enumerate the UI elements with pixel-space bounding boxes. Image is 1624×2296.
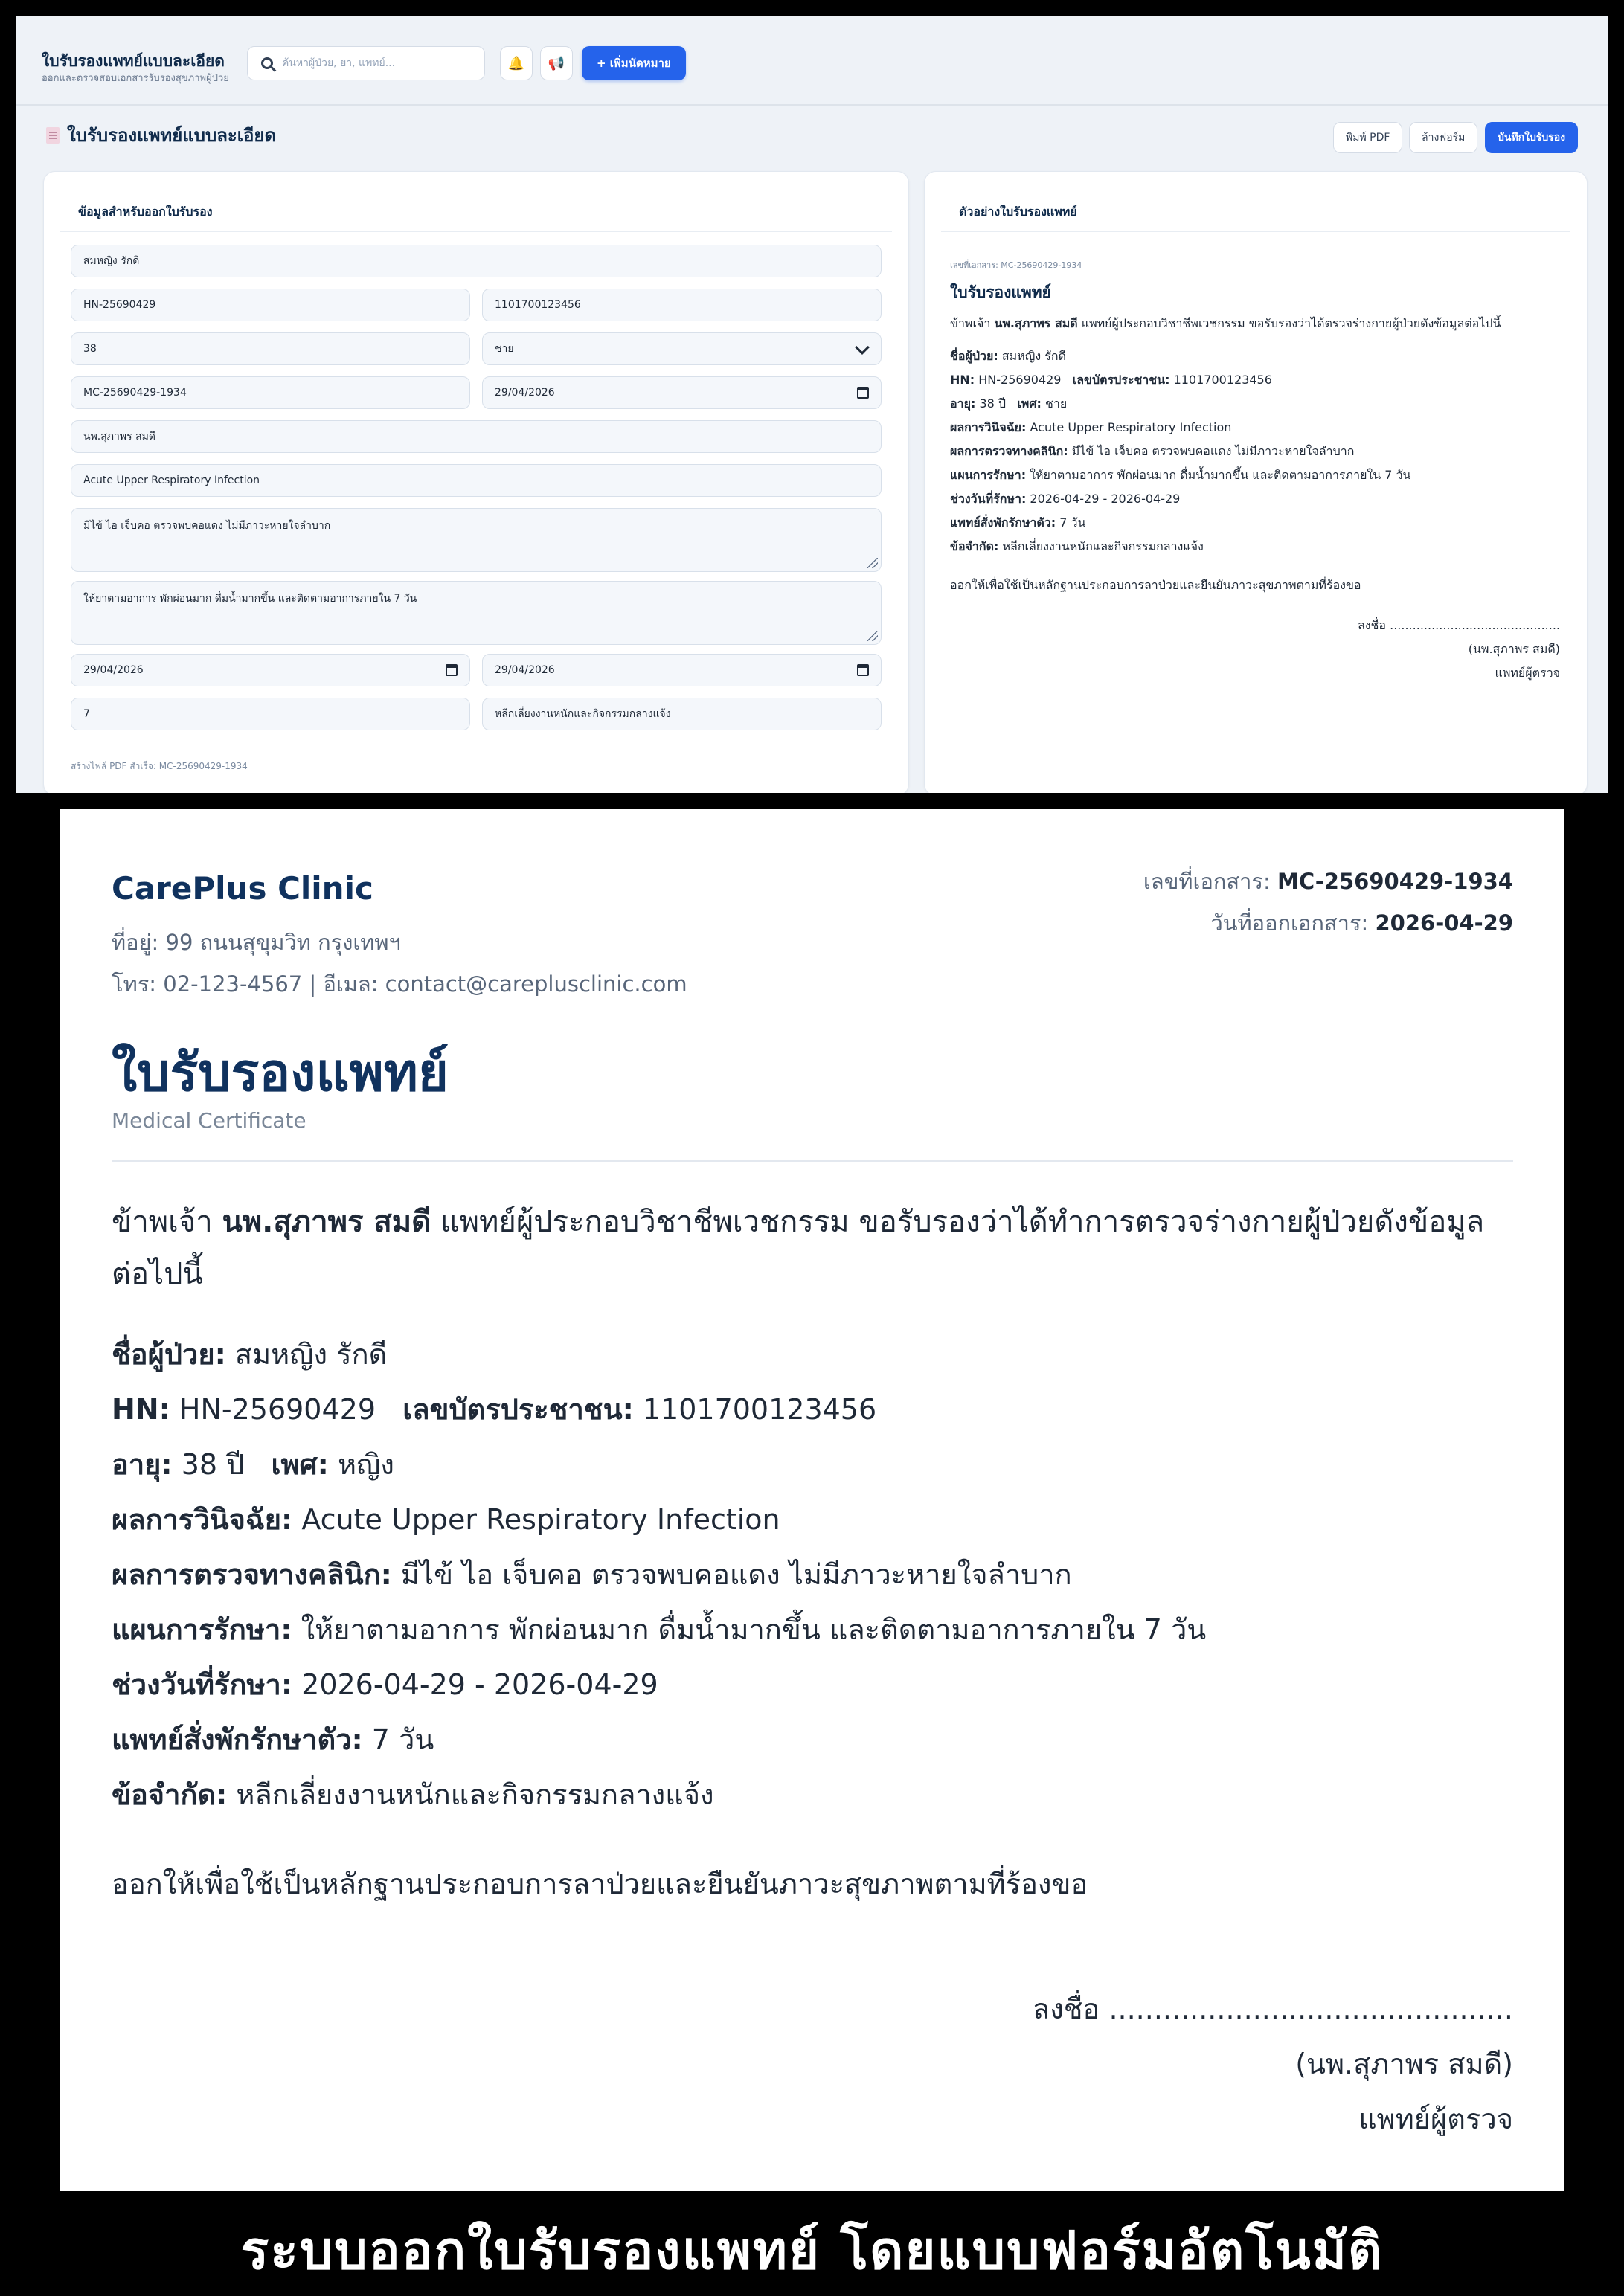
preview-rest: แพทย์สั่งพักรักษาตัว: 7 วัน bbox=[950, 515, 1086, 530]
document-number-field[interactable]: MC-25690429-1934 bbox=[71, 376, 470, 409]
cert-closing: ออกให้เพื่อใช้เป็นหลักฐานประกอบการลาป่วยและยืนยันภาวะสุขภาพตามที่ร้องขอ bbox=[112, 1868, 1088, 1900]
clinical-findings-value: มีไข้ ไอ เจ็บคอ ตรวจพบคอแดง ไม่มีภาวะหายใจลำบาก bbox=[83, 520, 331, 532]
treatment-plan-textarea[interactable] bbox=[71, 581, 882, 645]
clinic-name: CarePlus Clinic bbox=[112, 870, 373, 907]
document-icon bbox=[46, 127, 60, 144]
search-icon bbox=[261, 57, 273, 69]
cert-diagnosis: ผลการวินิจฉัย: Acute Upper Respiratory Infection bbox=[112, 1503, 780, 1536]
doctor-field[interactable]: นพ.สุภาพร สมดี bbox=[71, 420, 882, 453]
clear-form-button[interactable]: ล้างฟอร์ม bbox=[1409, 122, 1477, 153]
app-window bbox=[16, 16, 1608, 793]
preview-card bbox=[924, 171, 1588, 793]
preview-restriction: ข้อจำกัด: หลีกเลี่ยงงานหนักและกิจกรรมกลางแจ้ง bbox=[950, 539, 1204, 553]
hn-field[interactable]: HN-25690429 bbox=[71, 289, 470, 321]
resize-handle[interactable] bbox=[867, 631, 878, 641]
treatment-end-value: 29/04/2026 bbox=[495, 664, 555, 676]
chevron-down-icon bbox=[855, 340, 870, 355]
document-number: เลขที่เอกสาร: MC-25690429-1934 bbox=[1143, 869, 1513, 894]
certificate-intro: ข้าพเจ้า นพ.สุภาพร สมดี แพทย์ผู้ประกอบวิชาชีพเวชกรรม ขอรับรองว่าได้ทำการตรวจร่างกายผู้ป่วยดังข้อมูลต่อไปนี้ bbox=[112, 1205, 1485, 1291]
clinic-address: ที่อยู่: 99 ถนนสุขุมวิท กรุงเทพฯ bbox=[112, 930, 401, 955]
preview-heading: ตัวอย่างใบรับรองแพทย์ bbox=[959, 205, 1077, 219]
announce-button[interactable] bbox=[540, 46, 573, 80]
preview-range: ช่วงวันที่รักษา: 2026-04-29 - 2026-04-29 bbox=[950, 492, 1181, 506]
search-input[interactable] bbox=[282, 57, 460, 69]
preview-sign-name: (นพ.สุภาพร สมดี) bbox=[1468, 642, 1560, 656]
form-card bbox=[43, 171, 909, 793]
preview-doc-number: เลขที่เอกสาร: MC-25690429-1934 bbox=[950, 260, 1082, 270]
add-appointment-button[interactable]: + เพิ่มนัดหมาย bbox=[582, 46, 686, 80]
announce-icon: 📢 bbox=[548, 55, 565, 71]
preview-age: อายุ: 38 ปี เพศ: ชาย bbox=[950, 396, 1068, 411]
certificate-title: ใบรับรองแพทย์ bbox=[112, 1042, 449, 1103]
age-field[interactable]: 38 bbox=[71, 332, 470, 365]
app-title: ใบรับรองแพทย์แบบละเอียด bbox=[42, 52, 225, 70]
calendar-icon[interactable] bbox=[857, 664, 869, 676]
divider bbox=[60, 231, 892, 232]
preview-title: ใบรับรองแพทย์ bbox=[950, 283, 1051, 301]
treatment-start-field[interactable] bbox=[71, 654, 470, 686]
cert-rest: แพทย์สั่งพักรักษาตัว: 7 วัน bbox=[112, 1723, 434, 1756]
treatment-end-field[interactable] bbox=[482, 654, 882, 686]
print-pdf-button[interactable]: พิมพ์ PDF bbox=[1333, 122, 1402, 153]
preview-plan: แผนการรักษา: ให้ยาตามอาการ พักผ่อนมาก ดื่มน้ำมากขึ้น และติดตามอาการภายใน 7 วัน bbox=[950, 468, 1411, 482]
bell-icon: 🔔 bbox=[507, 55, 525, 71]
app-subtitle: ออกและตรวจสอบเอกสารรับรองสุขภาพผู้ป่วย bbox=[42, 73, 229, 84]
restriction-field[interactable]: หลีกเลี่ยงงานหนักและกิจกรรมกลางแจ้ง bbox=[482, 698, 882, 730]
preview-sign-line: ลงชื่อ ............................................. bbox=[1357, 618, 1560, 632]
preview-diagnosis: ผลการวินิจฉัย: Acute Upper Respiratory Infection bbox=[950, 420, 1232, 434]
diagnosis-field[interactable]: Acute Upper Respiratory Infection bbox=[71, 464, 882, 497]
cert-hn: HN: HN-25690429 เลขบัตรประชาชน: 1101700123456 bbox=[112, 1393, 877, 1426]
patient-name-field[interactable]: สมหญิง รักดี bbox=[71, 245, 882, 277]
top-bar bbox=[16, 16, 1608, 106]
cert-restriction: ข้อจำกัด: หลีกเลี่ยงงานหนักและกิจกรรมกลางแจ้ง bbox=[112, 1778, 714, 1811]
preview-sign-role: แพทย์ผู้ตรวจ bbox=[1495, 666, 1560, 680]
notification-button[interactable] bbox=[500, 46, 533, 80]
treatment-start-value: 29/04/2026 bbox=[83, 664, 144, 676]
clinic-contact: โทร: 02-123-4567 | อีเมล: contact@careplusclinic.com bbox=[112, 971, 687, 997]
cert-range: ช่วงวันที่รักษา: 2026-04-29 - 2026-04-29 bbox=[112, 1668, 658, 1701]
cert-sign-role: แพทย์ผู้ตรวจ bbox=[1358, 2103, 1513, 2135]
clinical-findings-textarea[interactable] bbox=[71, 508, 882, 572]
preview-intro: ข้าพเจ้า นพ.สุภาพร สมดี แพทย์ผู้ประกอบวิชาชีพเวชกรรม ขอรับรองว่าได้ตรวจร่างกายผู้ป่วยดังข้อมูลต่อไปนี้ bbox=[950, 316, 1501, 330]
calendar-icon[interactable] bbox=[446, 664, 458, 676]
cert-clinical: ผลการตรวจทางคลินิก: มีไข้ ไอ เจ็บคอ ตรวจพบคอแดง ไม่มีภาวะหายใจลำบาก bbox=[112, 1558, 1072, 1591]
cert-age: อายุ: 38 ปี เพศ: หญิง bbox=[112, 1448, 394, 1481]
rest-days-field[interactable]: 7 bbox=[71, 698, 470, 730]
cert-patient: ชื่อผู้ป่วย: สมหญิง รักดี bbox=[112, 1338, 388, 1371]
gender-select[interactable] bbox=[482, 332, 882, 365]
gender-value: ชาย bbox=[495, 343, 514, 355]
preview-hn: HN: HN-25690429 เลขบัตรประชาชน: 1101700123456 bbox=[950, 373, 1272, 387]
preview-closing: ออกให้เพื่อใช้เป็นหลักฐานประกอบการลาป่วยและยืนยันภาวะสุขภาพตามที่ร้องขอ bbox=[950, 578, 1361, 592]
save-certificate-button[interactable]: บันทึกใบรับรอง bbox=[1485, 122, 1578, 153]
calendar-icon[interactable] bbox=[857, 387, 869, 399]
page-heading bbox=[46, 120, 276, 149]
cert-sign-name: (นพ.สุภาพร สมดี) bbox=[1295, 2048, 1513, 2080]
divider bbox=[112, 1160, 1513, 1162]
page-heading-text: ใบรับรองแพทย์แบบละเอียด bbox=[67, 125, 277, 146]
certificate-document bbox=[60, 809, 1564, 2191]
national-id-field[interactable]: 1101700123456 bbox=[482, 289, 882, 321]
form-heading: ข้อมูลสำหรับออกใบรับรอง bbox=[78, 205, 213, 219]
cert-plan: แผนการรักษา: ให้ยาตามอาการ พักผ่อนมาก ดื่มน้ำมากขึ้น และติดตามอาการภายใน 7 วัน bbox=[112, 1613, 1207, 1646]
issue-date-value: 29/04/2026 bbox=[495, 387, 555, 399]
preview-patient: ชื่อผู้ป่วย: สมหญิง รักดี bbox=[950, 349, 1066, 363]
cert-sign-line: ลงชื่อ ............................................. bbox=[1032, 1993, 1513, 2025]
issue-date-field[interactable] bbox=[482, 376, 882, 409]
preview-clinical: ผลการตรวจทางคลินิก: มีไข้ ไอ เจ็บคอ ตรวจพบคอแดง ไม่มีภาวะหายใจลำบาก bbox=[950, 444, 1355, 458]
treatment-plan-value: ให้ยาตามอาการ พักผ่อนมาก ดื่มน้ำมากขึ้น และติดตามอาการภายใน 7 วัน bbox=[83, 593, 417, 605]
caption: ระบบออกใบรับรองแพทย์ โดยแบบฟอร์มอัตโนมัติ bbox=[240, 2220, 1384, 2281]
issue-date: วันที่ออกเอกสาร: 2026-04-29 bbox=[1210, 910, 1513, 936]
resize-handle[interactable] bbox=[867, 558, 878, 568]
divider bbox=[941, 231, 1570, 232]
search-box[interactable] bbox=[247, 46, 485, 80]
pdf-status-note: สร้างไฟล์ PDF สำเร็จ: MC-25690429-1934 bbox=[71, 761, 248, 771]
certificate-subtitle: Medical Certificate bbox=[112, 1108, 306, 1133]
